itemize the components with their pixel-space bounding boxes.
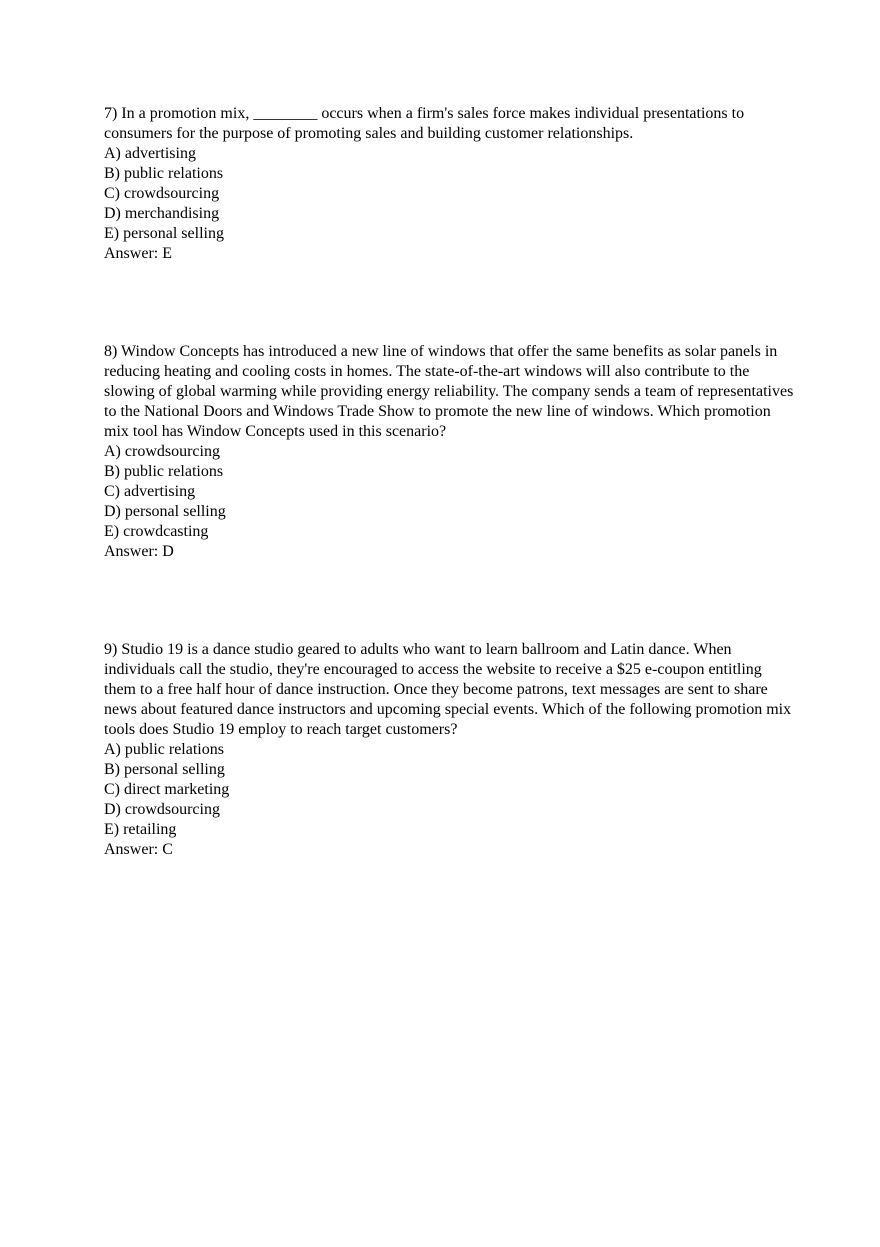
question-text: 8) Window Concepts has introduced a new line of windows that offer the same benefits as solar panels in reducing heating and cooling costs in homes. The state-of-the-art windows will also contribute to the slowing of global warming while providing energy reliability. The company sends a team of representatives to the National Doors and Windows Trade Show to promote the new line of windows. Which promotion mix tool has Window Concepts used in this scenario?	[104, 343, 794, 440]
options-list	[104, 740, 794, 840]
option-e: E) personal selling	[104, 225, 224, 242]
options-list	[104, 144, 794, 244]
options-list	[104, 442, 794, 542]
question-9	[104, 640, 794, 860]
option-c: C) direct marketing	[104, 781, 230, 798]
option-e: E) crowdcasting	[104, 523, 209, 540]
option-e: E) retailing	[104, 821, 177, 838]
option-b: B) personal selling	[104, 761, 225, 778]
option-a: A) advertising	[104, 145, 196, 162]
question-text: 7) In a promotion mix, ________ occurs when a firm's sales force makes individual presentations to consumers for the purpose of promoting sales and building customer relationships.	[104, 105, 745, 142]
option-c: C) advertising	[104, 483, 196, 500]
option-c: C) crowdsourcing	[104, 185, 220, 202]
option-a: A) crowdsourcing	[104, 443, 220, 460]
option-b: B) public relations	[104, 165, 224, 182]
option-d: D) personal selling	[104, 503, 226, 520]
answer: Answer: E	[104, 245, 172, 262]
question-text: 9) Studio 19 is a dance studio geared to adults who want to learn ballroom and Latin dance. When individuals call the studio, they're encouraged to access the website to receive a $25 e-coupon entitling them to a free half hour of dance instruction. Once they become patrons, text messages are sent to share news about featured dance instructors and upcoming special events. Which of the following promotion mix tools does Studio 19 employ to reach target customers?	[104, 641, 792, 738]
option-d: D) merchandising	[104, 205, 220, 222]
option-a: A) public relations	[104, 741, 224, 758]
question-7	[104, 104, 794, 264]
option-b: B) public relations	[104, 463, 224, 480]
answer: Answer: D	[104, 543, 174, 560]
answer: Answer: C	[104, 841, 173, 858]
option-d: D) crowdsourcing	[104, 801, 220, 818]
question-8	[104, 342, 794, 562]
